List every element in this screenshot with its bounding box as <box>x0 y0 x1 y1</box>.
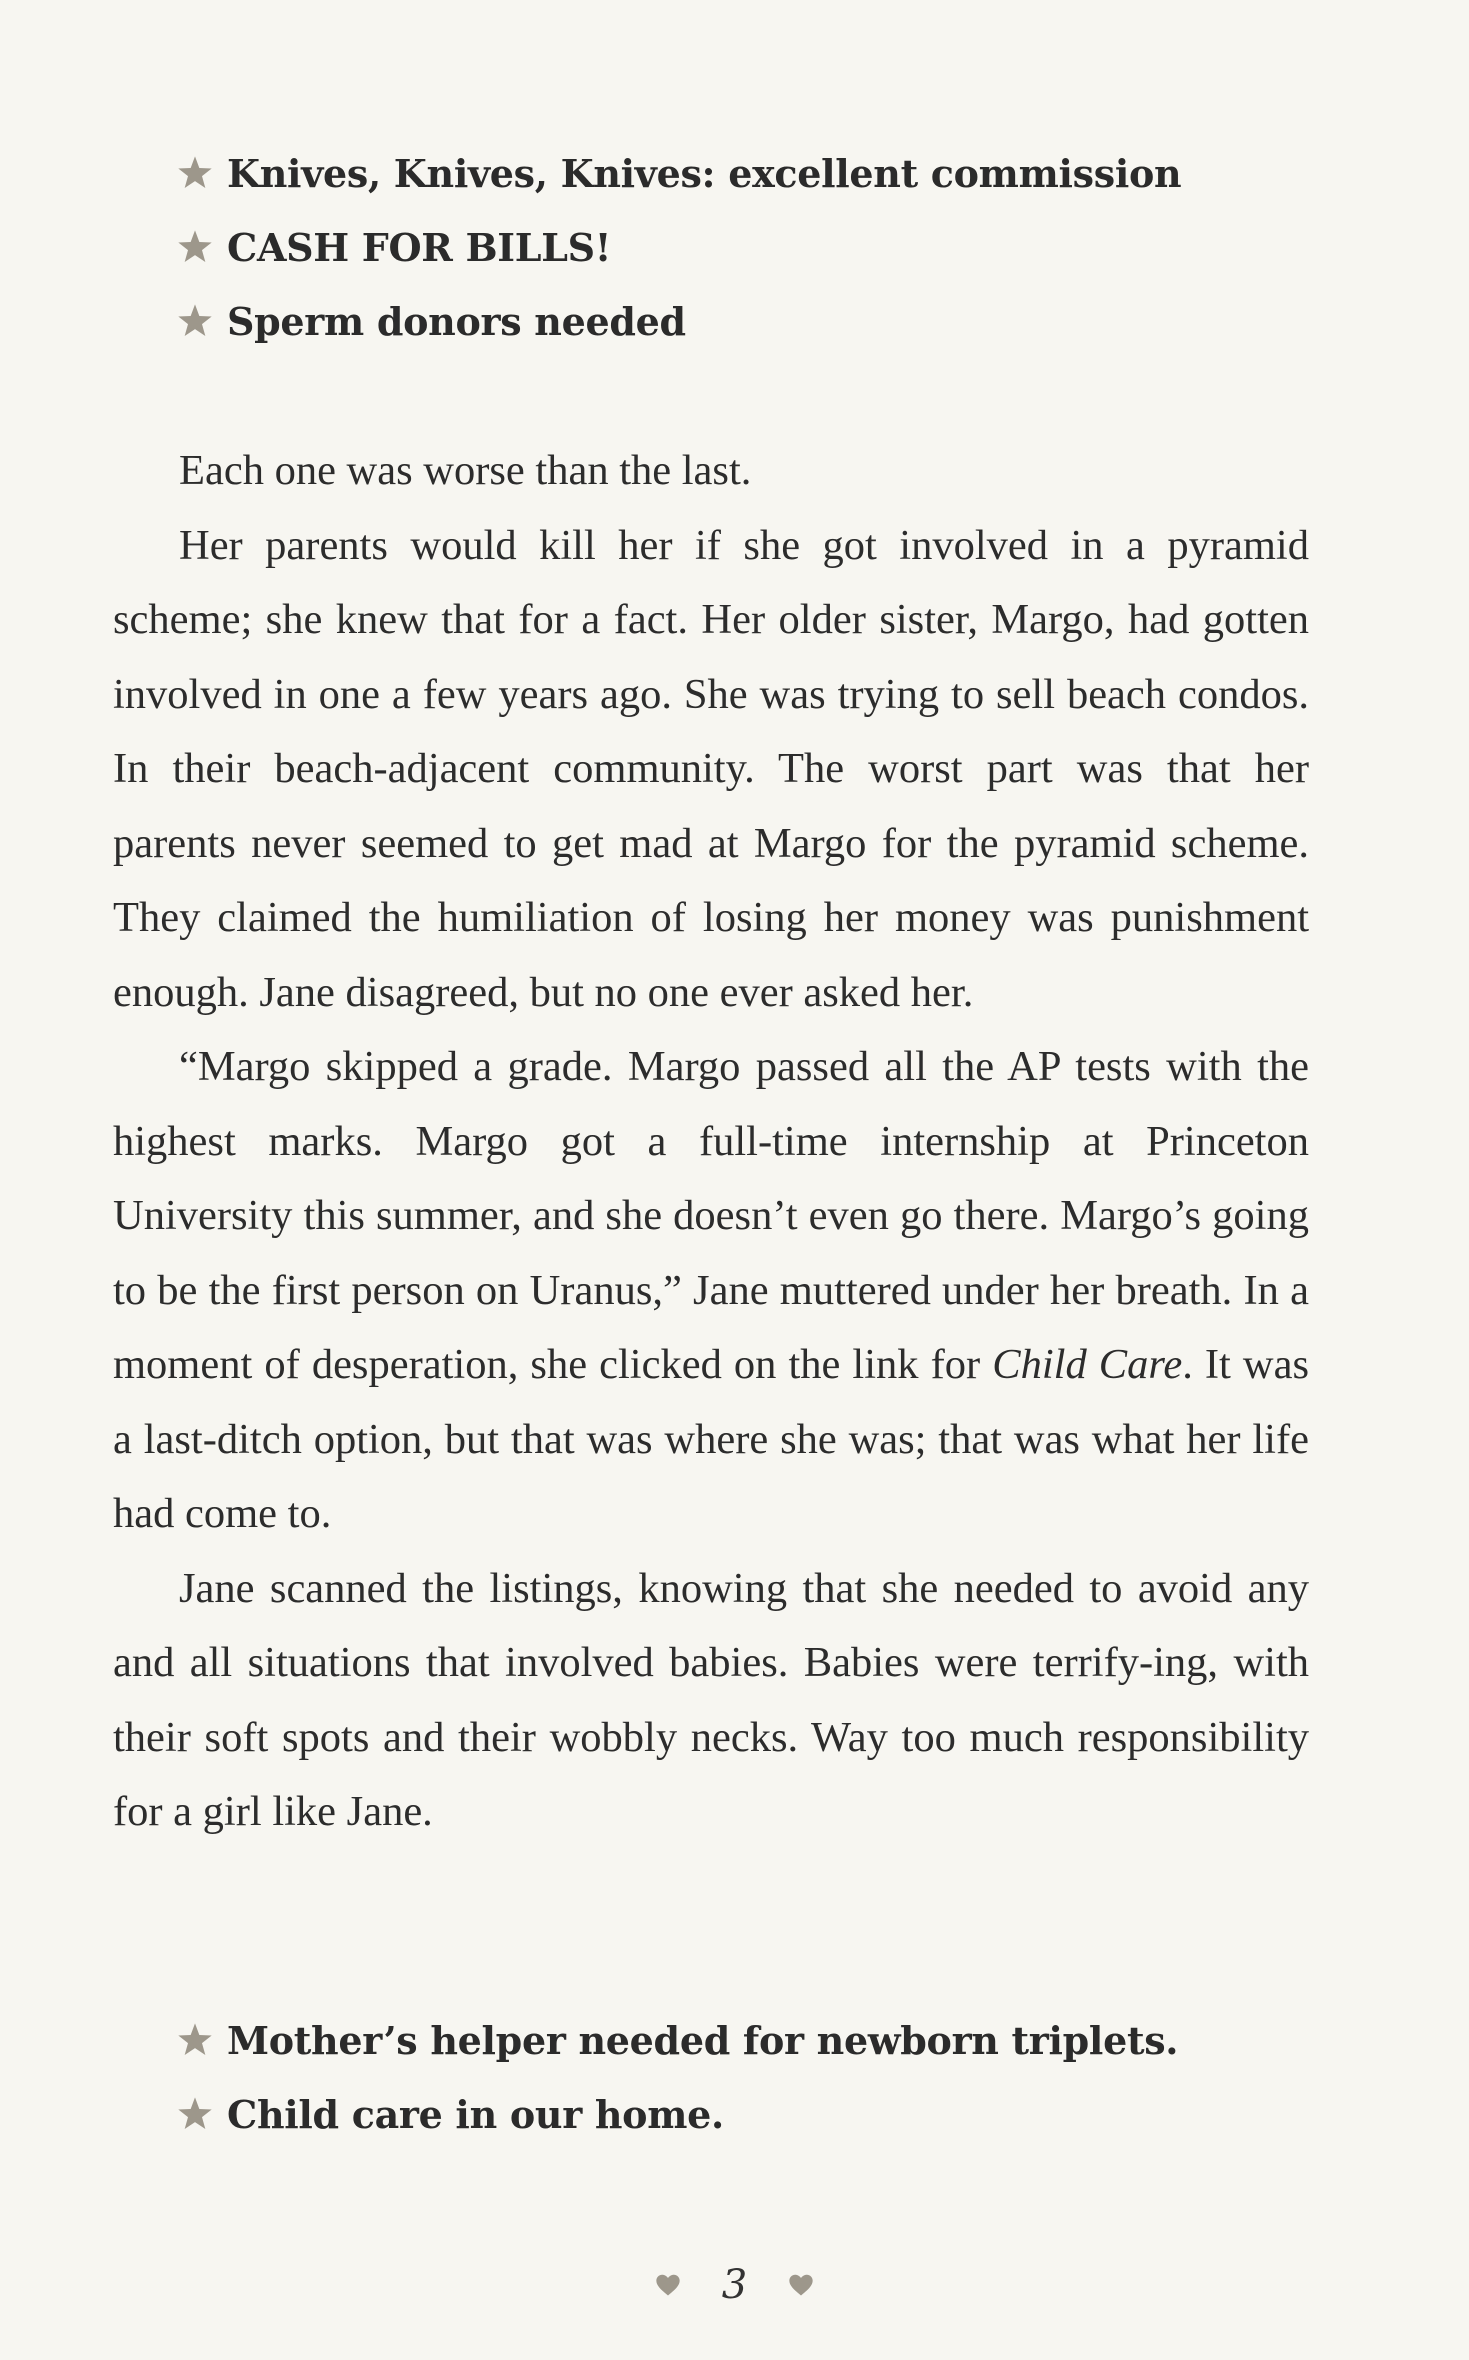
page-footer <box>0 2262 1469 2308</box>
paragraph <box>113 509 1309 1031</box>
classified-listings-top <box>175 136 1325 358</box>
paragraph-text: Her parents would kill her if she got involved in a pyramid scheme; she knew that for a fact. Her older sister, Margo, had gotten involved in one a few years ago. She was trying to sell beach condos. In their beach-adjacent community. The worst part was that her parents never seemed to get mad at Margo for the pyramid scheme. They claimed the humiliation of losing her money was punishment enough. Jane disagreed, but no one ever asked her. <box>113 521 1309 1016</box>
paragraph-text: Each one was worse than the last. <box>179 447 752 494</box>
listing-item <box>175 284 1325 358</box>
listing-item <box>175 2077 1325 2151</box>
paragraph-text: “Margo skipped a grade. Margo passed all the AP tests with the highest marks. Margo got a full-time internship at Princeton University this summer, and she doesn’t even go there. Margo’s going to be the first person on Uranus,” Jane muttered under her breath. In a moment of desperation, she clicked on the link for <box>113 1043 1309 1388</box>
listing-text: Knives, Knives, Knives: excellent commission <box>227 150 1182 196</box>
star-icon <box>175 2020 215 2060</box>
listing-item <box>175 210 1325 284</box>
listing-text: Child care in our home. <box>227 2091 724 2137</box>
page-number: 3 <box>721 2262 748 2308</box>
star-icon <box>175 301 215 341</box>
body-text <box>113 434 1309 1850</box>
classified-listings-bottom <box>175 2003 1325 2151</box>
listing-text: Mother’s helper needed for newborn triplets. <box>227 2017 1179 2063</box>
paragraph <box>113 1552 1309 1850</box>
star-icon <box>175 2094 215 2134</box>
paragraph <box>113 434 1309 509</box>
listing-item <box>175 136 1325 210</box>
listing-text: CASH FOR BILLS! <box>227 224 612 270</box>
star-icon <box>175 227 215 267</box>
heart-icon <box>787 2271 815 2299</box>
star-icon <box>175 153 215 193</box>
listing-item <box>175 2003 1325 2077</box>
paragraph-text: Jane scanned the listings, knowing that she needed to avoid any and all situations that involved babies. Babies were terrify-ing, with their soft spots and their wobbly necks. Way too much responsibility for a girl like Jane. <box>113 1564 1309 1835</box>
listing-text: Sperm donors needed <box>227 298 686 344</box>
heart-icon <box>654 2271 682 2299</box>
paragraph <box>113 1030 1309 1552</box>
paragraph-text: . It was a last-ditch option, but that was where she was; that was what her life had come to. <box>113 1341 1309 1537</box>
italic-title: Child Care <box>992 1341 1183 1388</box>
